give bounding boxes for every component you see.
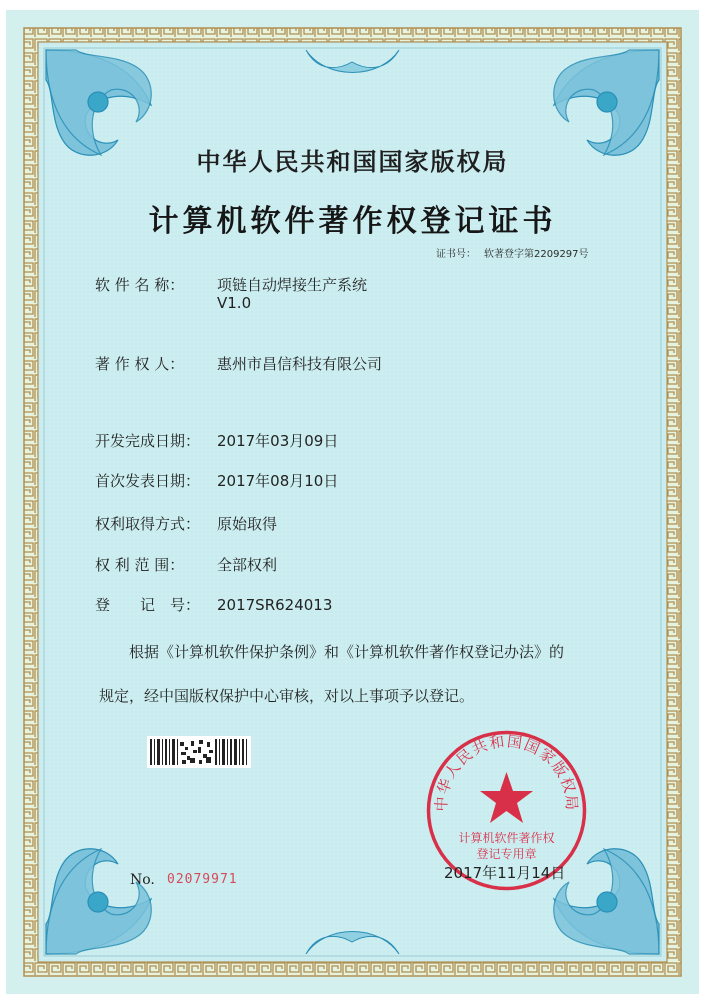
certificate-number xyxy=(436,245,597,260)
field-label: 首次发表日期： xyxy=(95,472,201,490)
seal-inner-line-1: 计算机软件著作权 xyxy=(458,831,555,845)
serial-number-label: No. xyxy=(130,872,155,888)
field-value: 2017年03月09日 xyxy=(217,432,339,450)
cert-number-label: 证书号： xyxy=(436,249,476,260)
field-version: V1.0 xyxy=(217,294,252,312)
seal-star-icon xyxy=(480,772,533,823)
field-value: 项链自动焊接生产系统 xyxy=(217,276,368,294)
seal-outer-text: 中华人民共和国国家版权局 xyxy=(432,732,581,813)
certificate-title: 计算机软件著作权登记证书 xyxy=(148,204,557,239)
issue-date: 2017年11月14日 xyxy=(444,864,566,882)
statement-line-2: 规定，经中国版权保护中心审核，对以上事项予以登记。 xyxy=(99,687,475,705)
issuer-title: 中华人民共和国国家版权局 xyxy=(196,147,509,176)
barcode xyxy=(147,736,251,768)
field-rights-scope xyxy=(95,554,277,575)
statement-line-1: 根据《计算机软件保护条例》和《计算机软件著作权登记办法》的 xyxy=(129,643,565,661)
field-value: 全部权利 xyxy=(217,556,278,574)
cert-number-value: 软著登字第2209297号 xyxy=(484,249,589,260)
field-value: 2017年08月10日 xyxy=(217,472,339,490)
field-registration-number xyxy=(95,594,332,615)
certificate-page xyxy=(6,10,699,994)
certification-statement xyxy=(99,630,639,718)
field-label: 登 记 号： xyxy=(95,596,201,614)
field-value: 原始取得 xyxy=(217,515,278,533)
field-label: 著 作 权 人： xyxy=(95,355,185,373)
field-dev-complete-date xyxy=(95,430,338,451)
field-label: 开发完成日期： xyxy=(95,432,201,450)
serial-number-value: 02079971 xyxy=(167,872,238,887)
field-label: 权利取得方式： xyxy=(95,515,201,533)
field-copyright-owner xyxy=(95,353,382,374)
field-value: 惠州市昌信科技有限公司 xyxy=(217,355,383,373)
field-label: 权 利 范 围： xyxy=(95,556,185,574)
field-value: 2017SR624013 xyxy=(217,596,333,614)
field-first-publish-date xyxy=(95,470,338,491)
field-label: 软 件 名 称： xyxy=(95,276,185,294)
field-software-name xyxy=(95,274,368,312)
field-acquisition-method xyxy=(95,513,277,534)
seal-inner-line-2: 登记专用章 xyxy=(476,847,537,861)
